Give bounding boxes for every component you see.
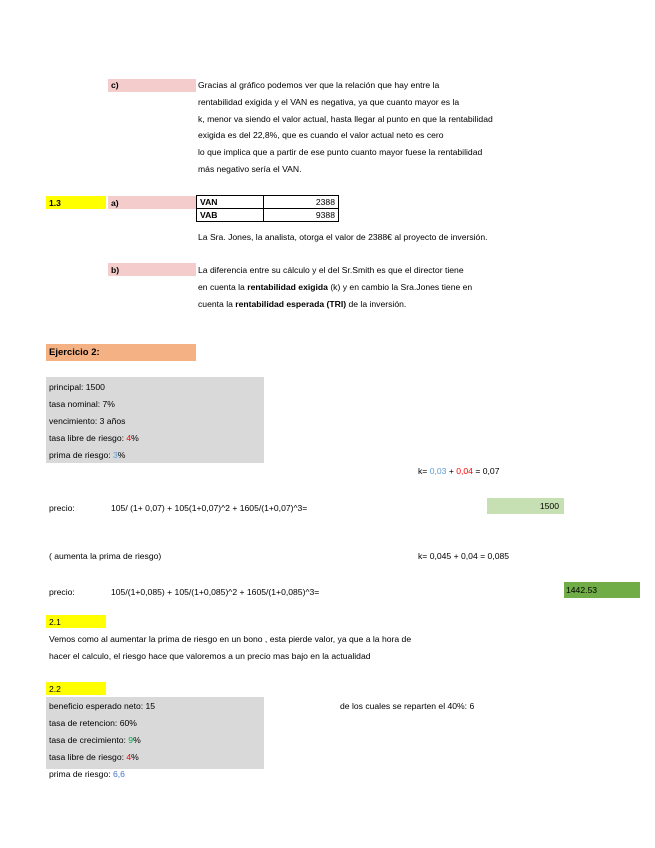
reparten: de los cuales se reparten el 40%: 6 (340, 701, 475, 711)
sec-13-b-line-2 (198, 283, 472, 292)
sec-21-number: 2.1 (49, 617, 61, 627)
sec-13-a-cell (108, 196, 196, 209)
sec-c-line-3: k, menor va siendo el valor actual, hasta llegar al punto en que la rentabilidad (198, 114, 493, 124)
prima-unit: % (117, 450, 126, 460)
sec-c-line-1: Gracias al gráfico podemos ver que la relación que hay entre la (198, 80, 440, 90)
van-key: VAN (197, 196, 264, 209)
sec-c-line-5: lo que implica que a partir de ese punto cuanto mayor fuese la rentabilidad (198, 147, 483, 157)
precio-1-label: precio: (49, 503, 75, 513)
k1-b: 0,04 (456, 466, 473, 476)
k1-pre: k= (418, 466, 430, 476)
sec-c-line-4: exigida es del 22,8%, que es cuando el valor actual neto es cero (198, 130, 444, 140)
table-row (197, 209, 339, 222)
tlr2-label: tasa libre de riesgo: (49, 752, 127, 762)
precio-1-formula: 105/ (1+ 0,07) + 105(1+0,07)^2 + 1605/(1+0,07)^3= (111, 503, 308, 513)
prima2-value: 6,6 (113, 769, 125, 779)
crec-unit: % (133, 735, 141, 745)
crec-value: 9 (128, 735, 134, 745)
van-value: 2388 (264, 196, 339, 209)
jones-note: La Sra. Jones, la analista, otorga el valor de 2388€ al proyecto de inversión. (198, 232, 488, 242)
prima-riesgo (49, 451, 125, 460)
tasa-nominal: tasa nominal: 7% (49, 399, 115, 409)
k1-a: 0,03 (429, 466, 447, 476)
sec-c-label: c) (111, 80, 119, 90)
b2-pre: en cuenta la (198, 282, 248, 292)
sec-13-number: 1.3 (49, 198, 61, 208)
sec-22-number: 2.2 (49, 684, 61, 694)
prima-value: 3 (113, 450, 118, 460)
sec-c-line-2: rentabilidad exigida y el VAN es negativa, ya que cuanto mayor es la (198, 97, 460, 107)
k-formula-1 (418, 467, 500, 476)
table-row (197, 196, 339, 209)
prima-riesgo-2 (49, 770, 125, 779)
k-formula-2: k= 0,045 + 0,04 = 0,085 (418, 551, 510, 561)
sec-21-line-1: Vemos como al aumentar la prima de riesgo en un bono , esta pierde valor, ya que a la hora de (49, 634, 412, 644)
sec-c-label-cell (108, 79, 196, 92)
precio-1-result: 1500 (539, 501, 559, 511)
vab-key: VAB (197, 209, 264, 222)
crec-label: tasa de crecimiento: (49, 735, 129, 745)
sec-13-b-cell (108, 263, 196, 276)
tlr-unit: % (131, 433, 139, 443)
principal: principal: 1500 (49, 382, 105, 392)
b3-post: de la inversión. (346, 299, 407, 309)
beneficio: beneficio esperado neto: 15 (49, 701, 156, 711)
vab-value: 9388 (264, 209, 339, 222)
precio-2-formula: 105/(1+0,085) + 105/(1+0,085)^2 + 1605/(1+0,085)^3= (111, 587, 320, 597)
vencimiento: vencimiento: 3 años (49, 416, 126, 426)
precio-2-result: 1442.53 (566, 585, 598, 595)
prima-label: prima de riesgo: (49, 450, 114, 460)
ejercicio2-title: Ejercicio 2: (49, 347, 100, 358)
k1-post: = 0,07 (472, 466, 500, 476)
tasa-libre-riesgo (49, 434, 139, 443)
tlr2-value: 4 (126, 752, 132, 762)
tasa-libre-riesgo-2 (49, 753, 139, 762)
sec-13-b-line-1: La diferencia entre su cálculo y el del Sr.Smith es que el director tiene (198, 265, 464, 275)
prima2-label: prima de riesgo: (49, 769, 114, 779)
tlr-label: tasa libre de riesgo: (49, 433, 127, 443)
tlr2-unit: % (131, 752, 139, 762)
tasa-crecimiento (49, 736, 141, 745)
b3-pre: cuenta la (198, 299, 236, 309)
b2-bold: rentabilidad exigida (247, 282, 328, 292)
tasa-retencion: tasa de retencion: 60% (49, 718, 137, 728)
van-table (196, 195, 339, 222)
sec-c-line-6: más negativo sería el VAN. (198, 164, 302, 174)
sec-21-line-2: hacer el calculo, el riesgo hace que valoremos a un precio mas bajo en la actualidad (49, 651, 371, 661)
b2-post: (k) y en cambio la Sra.Jones tiene en (327, 282, 473, 292)
tlr-value: 4 (126, 433, 132, 443)
sec-13-b-label: b) (111, 265, 120, 275)
sec-13-a-label: a) (111, 198, 119, 208)
b3-bold: rentabilidad esperada (TRI) (235, 299, 347, 309)
precio-2-label: precio: (49, 587, 75, 597)
sec-13-b-line-3 (198, 300, 406, 309)
k1-plus: + (446, 466, 457, 476)
aumenta-prima: ( aumenta la prima de riesgo) (49, 551, 162, 561)
